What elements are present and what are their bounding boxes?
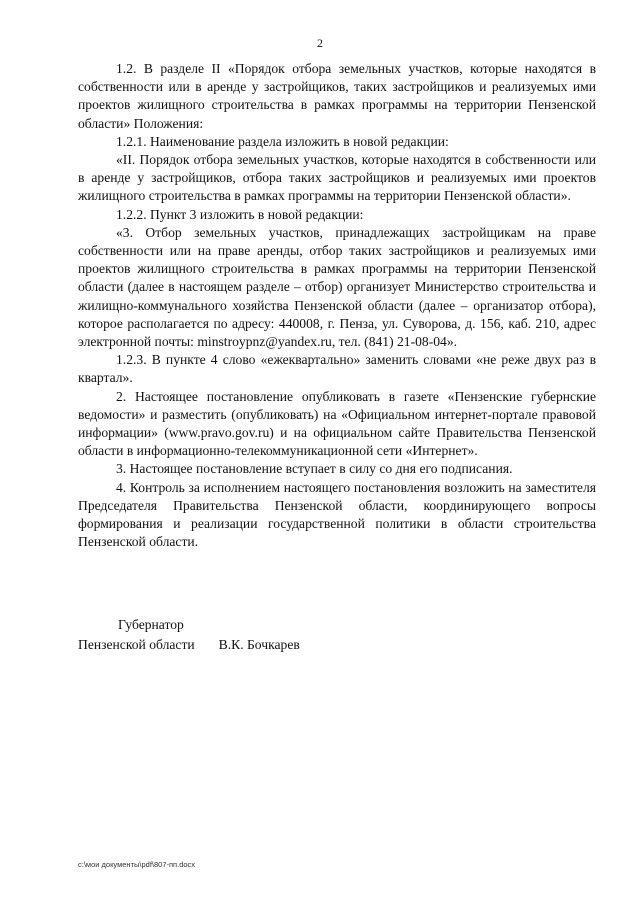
paragraph-1-2-1: 1.2.1. Наименование раздела изложить в новой редакции:	[116, 133, 449, 149]
document-body	[78, 60, 596, 551]
signature-title: Губернатор	[118, 617, 184, 632]
paragraph-2: 2. Настоящее постановление опубликовать в газете «Пензенские губернские ведомости» и разместить (опубликовать) на «Официальном интернет-портале правовой информации» (www.pravo.gov.ru) и на официальном сайте Правительства Пензенской области в информационно-телекоммуникационной сети «Интернет».	[78, 388, 596, 459]
paragraph-1-2-3: 1.2.3. В пункте 4 слово «ежеквартально» заменить словами «не реже двух раз в квартал».	[78, 352, 596, 386]
footer-file-path: c:\мои документы\pdf\807-пп.docx	[78, 860, 196, 869]
paragraph-section-title: «II. Порядок отбора земельных участков, которые находятся в собственности или в аренде у застройщиков, отбора таких застройщиков и реализуемых ими проектов жилищного строительства в рамках программы на территории Пензенской области».	[78, 152, 596, 204]
paragraph-point-3: «3. Отбор земельных участков, принадлежащих застройщикам на праве собственности или на праве аренды, отбор таких застройщиков и реализуемых ими проектов жилищного строительства в рамках программы на территории Пензенской области (далее в настоящем разделе – отбор) организует Министерство строительства и жилищно-коммунального хозяйства Пензенской области (далее – организатор отбора), которое располагается по адресу: 440008, г. Пенза, ул. Суворова, д. 156, каб. 210, адрес электронной почты: minstroypnz@yandex.ru, тел. (841) 21-08-04».	[78, 224, 596, 350]
paragraph-1-2: 1.2. В разделе II «Порядок отбора земельных участков, которые находятся в собственности или в аренде у застройщиков, таких застройщиков и реализуемых ими проектов жилищного строительства в рамках программы на территории Пензенской области» Положения:	[78, 61, 596, 131]
signature-name: В.К. Бочкарев	[218, 637, 300, 652]
paragraph-4: 4. Контроль за исполнением настоящего постановления возложить на заместителя Председателя Правительства Пензенской области, координирующего вопросы формирования и реализации государственной политики в области строительства Пензенской области.	[78, 479, 596, 550]
paragraph-1-2-2: 1.2.2. Пункт 3 изложить в новой редакции:	[116, 206, 364, 222]
signature-region: Пензенской области	[78, 637, 195, 652]
paragraph-3: 3. Настоящее постановление вступает в силу со дня его подписания.	[116, 461, 513, 477]
signature-block	[78, 615, 300, 655]
page-number: 2	[317, 36, 323, 50]
